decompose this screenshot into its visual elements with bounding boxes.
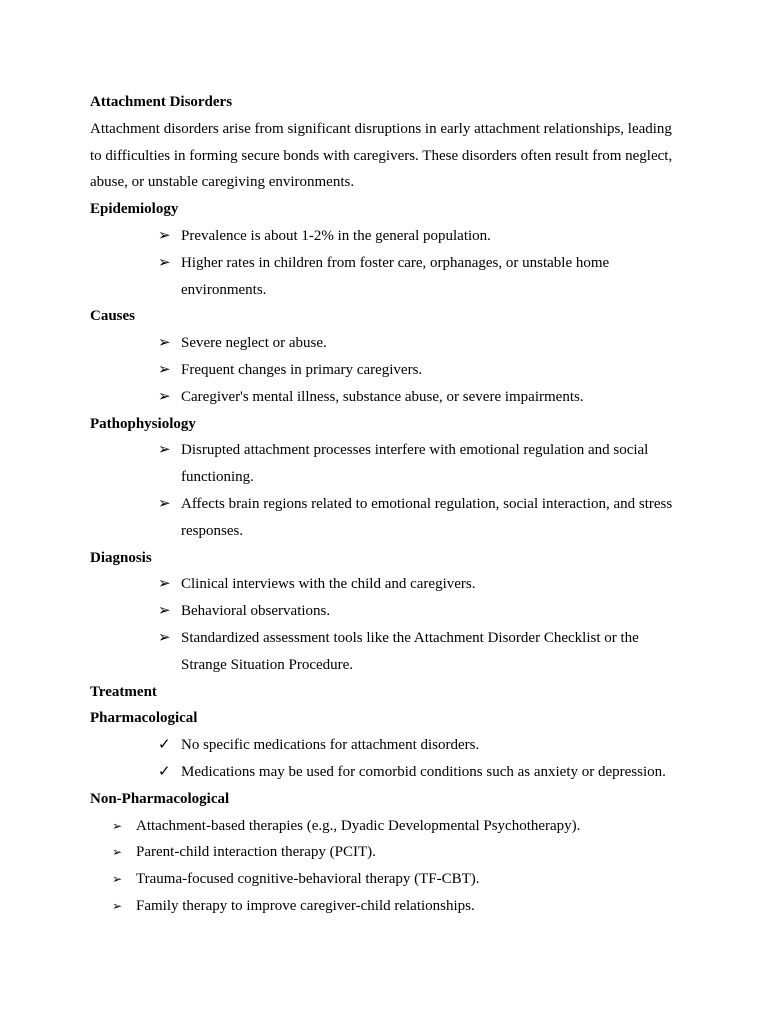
list-item: ➢ Prevalence is about 1-2% in the general population.	[90, 223, 680, 250]
pharmacological-list	[90, 732, 680, 786]
list-item: ➢ Frequent changes in primary caregivers.	[90, 357, 680, 384]
arrow-bullet-icon: ➢	[158, 388, 171, 405]
arrow-bullet-icon: ➢	[158, 335, 171, 352]
list-item: ➢ Parent-child interaction therapy (PCIT).	[90, 839, 680, 866]
epidemiology-heading: Epidemiology	[90, 201, 179, 218]
list-item: ➢ Severe neglect or abuse.	[90, 330, 680, 357]
intro-paragraph: Attachment disorders arise from significant disruptions in early attachment relationships, leading to difficulties in forming secure bonds with caregivers. These disorders often result from neglect, abuse, or unstable caregiving environments.	[90, 120, 673, 191]
non-pharmacological-list	[90, 813, 680, 920]
list-item: ➢ Family therapy to improve caregiver-child relationships.	[90, 893, 680, 920]
arrow-bullet-icon: ➢	[158, 603, 171, 620]
check-bullet-icon: ✓	[158, 763, 171, 780]
list-item: ➢ Affects brain regions related to emotional regulation, social interaction, and stress responses.	[90, 491, 680, 545]
treatment-heading: Treatment	[90, 683, 157, 700]
document-title: Attachment Disorders	[90, 94, 233, 110]
arrow-bullet-icon: ➢	[112, 818, 123, 833]
epidemiology-list	[90, 223, 680, 303]
list-item: ➢ Behavioral observations.	[90, 598, 680, 625]
pathophysiology-list	[90, 437, 680, 544]
arrow-bullet-icon: ➢	[158, 629, 171, 646]
arrow-bullet-icon: ➢	[158, 254, 171, 271]
non-pharmacological-heading: Non-Pharmacological	[90, 790, 230, 807]
arrow-bullet-icon: ➢	[158, 495, 171, 512]
arrow-bullet-icon: ➢	[158, 576, 171, 593]
arrow-bullet-icon: ➢	[112, 872, 123, 887]
causes-heading: Causes	[90, 308, 136, 325]
list-item: ➢ Higher rates in children from foster care, orphanages, or unstable home environments.	[90, 250, 680, 304]
arrow-bullet-icon: ➢	[112, 898, 123, 913]
list-item: ➢ Trauma-focused cognitive-behavioral therapy (TF-CBT).	[90, 866, 680, 893]
list-item: ✓ No specific medications for attachment disorders.	[90, 732, 680, 759]
pathophysiology-heading: Pathophysiology	[90, 415, 196, 432]
document-body	[90, 89, 680, 920]
diagnosis-list	[90, 571, 680, 678]
arrow-bullet-icon: ➢	[112, 845, 123, 860]
list-item: ➢ Attachment-based therapies (e.g., Dyadic Developmental Psychotherapy).	[90, 813, 680, 840]
arrow-bullet-icon: ➢	[158, 442, 171, 459]
list-item: ➢ Clinical interviews with the child and caregivers.	[90, 571, 680, 598]
check-bullet-icon: ✓	[158, 737, 171, 754]
list-item: ➢ Disrupted attachment processes interfere with emotional regulation and social functioning.	[90, 437, 680, 491]
causes-list	[90, 330, 680, 410]
arrow-bullet-icon: ➢	[158, 361, 171, 378]
list-item: ➢ Standardized assessment tools like the Attachment Disorder Checklist or the Strange Situation Procedure.	[90, 625, 680, 679]
list-item: ➢ Caregiver's mental illness, substance abuse, or severe impairments.	[90, 384, 680, 411]
list-item: ✓ Medications may be used for comorbid conditions such as anxiety or depression.	[90, 759, 680, 786]
diagnosis-heading: Diagnosis	[90, 549, 152, 566]
arrow-bullet-icon: ➢	[158, 227, 171, 244]
pharmacological-heading: Pharmacological	[90, 710, 198, 727]
